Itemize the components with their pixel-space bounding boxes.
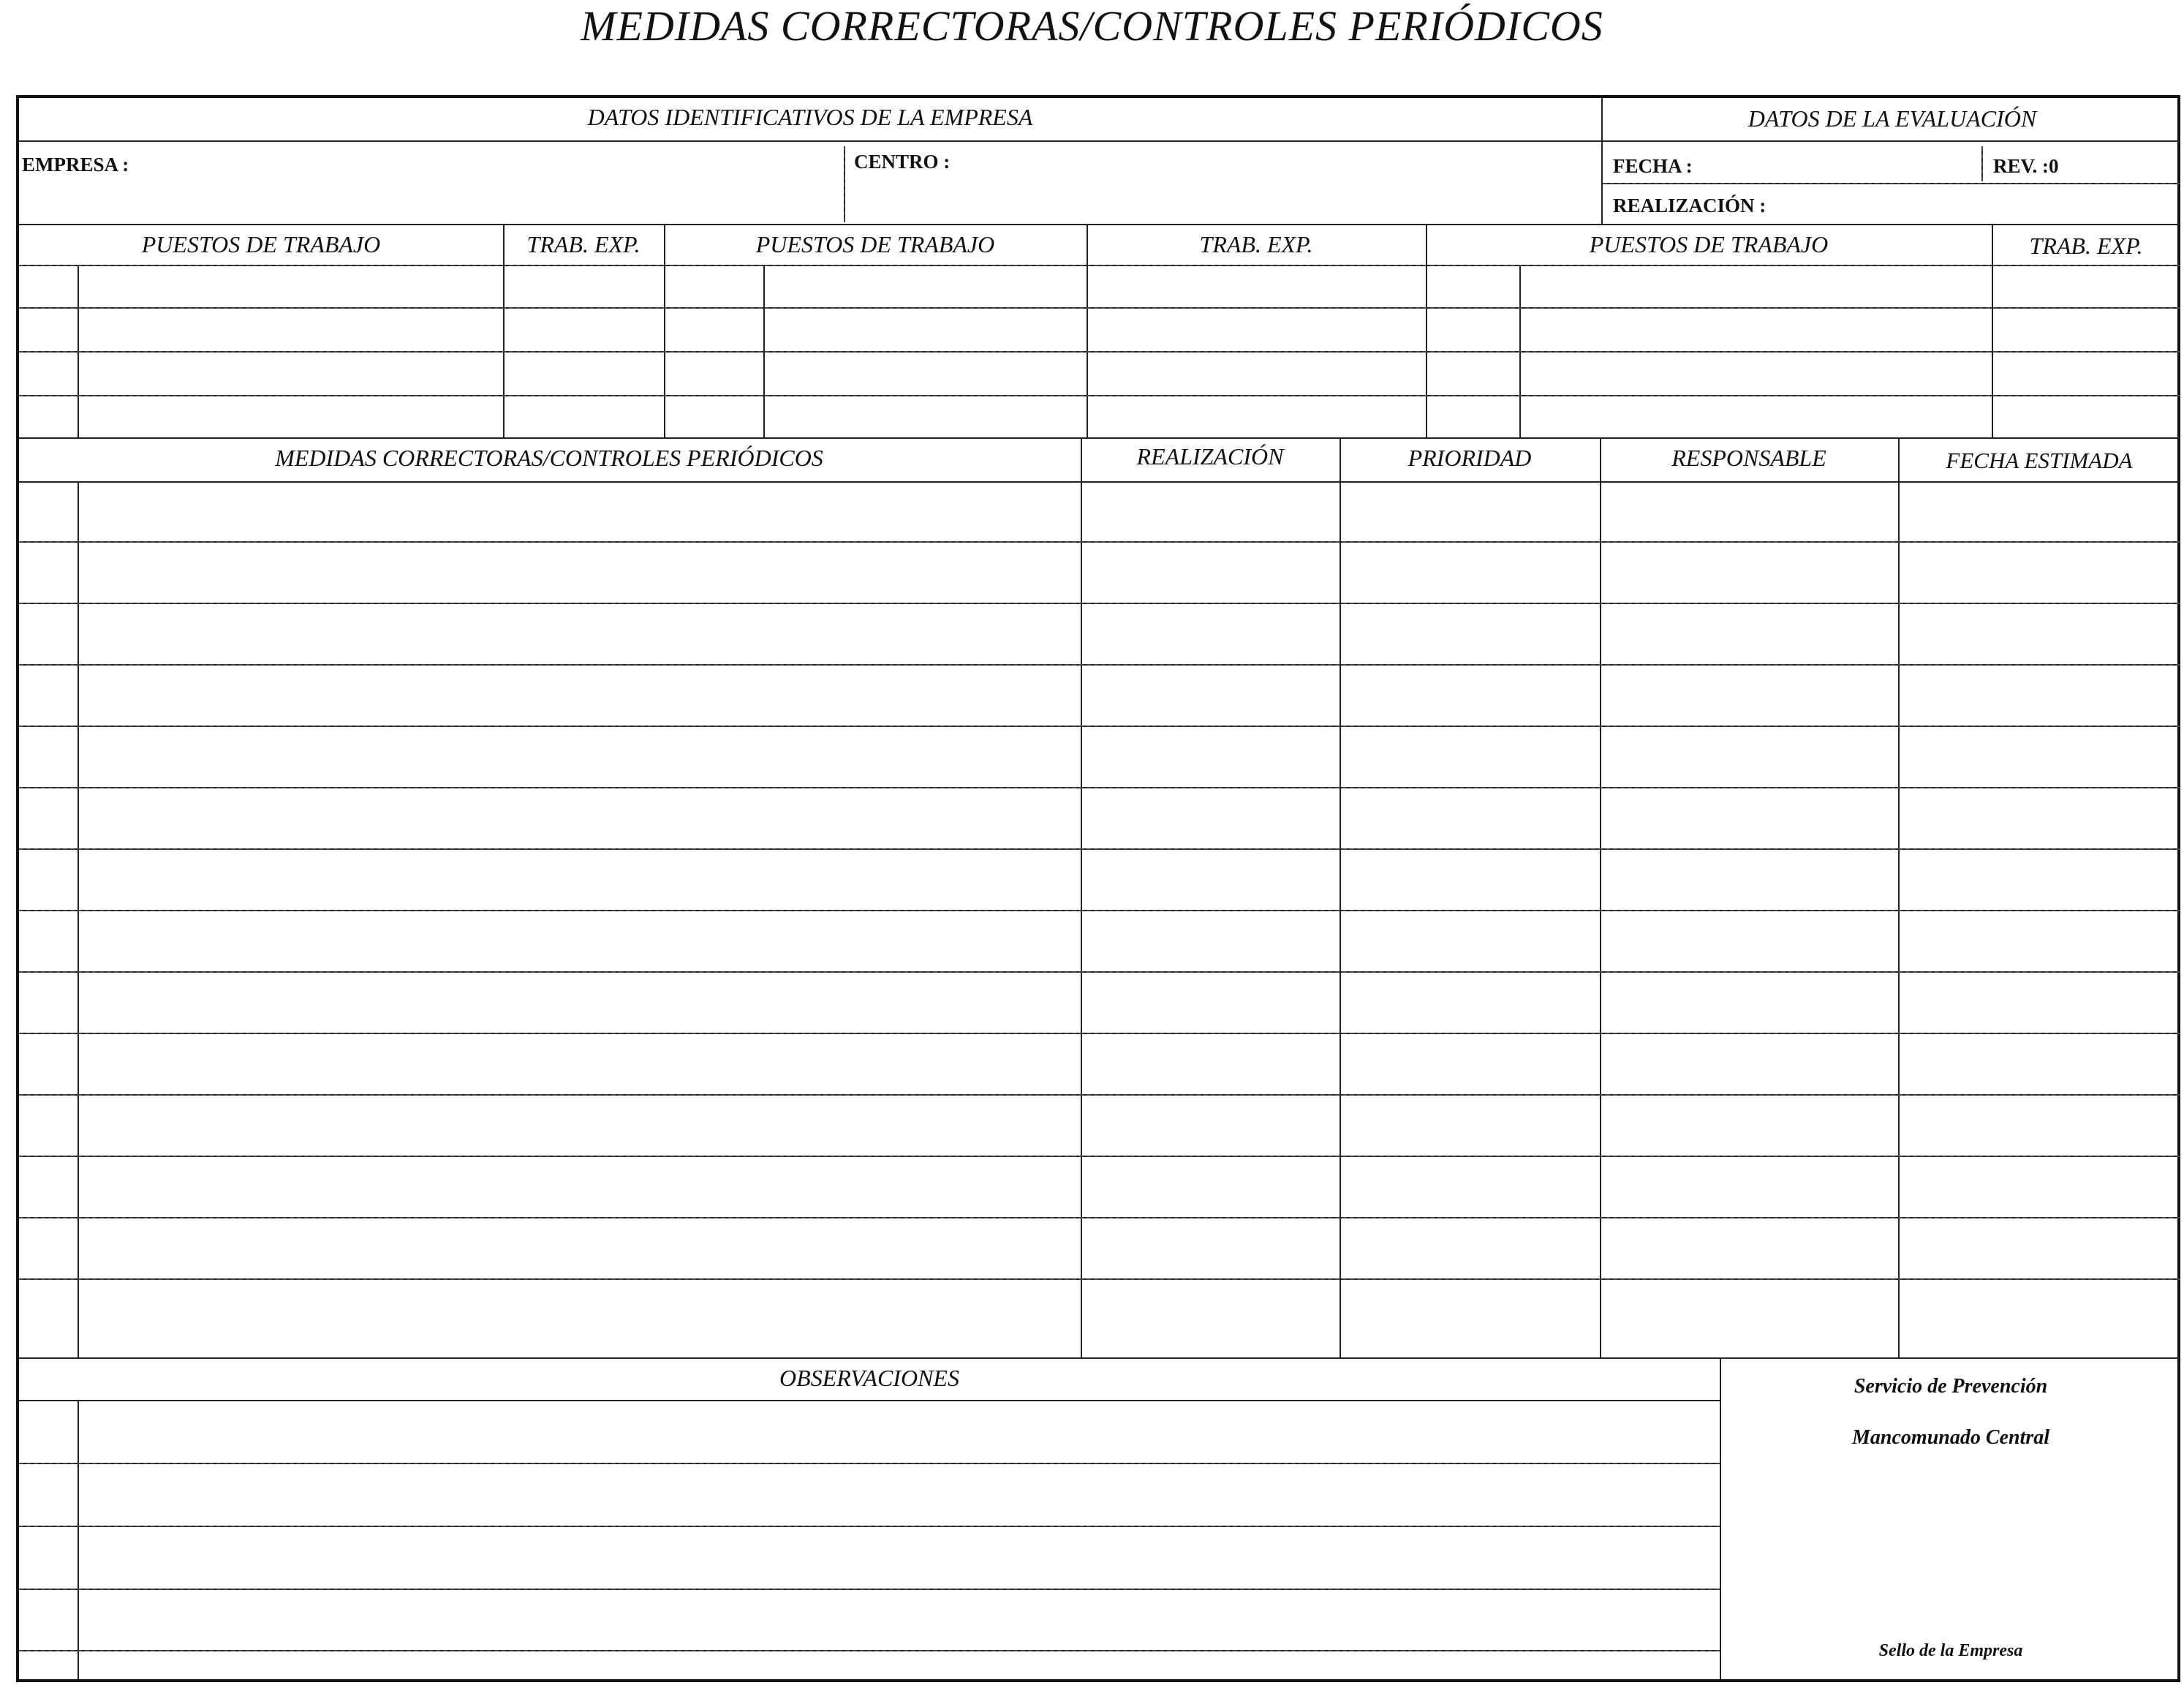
medidas-col-line (1600, 437, 1601, 1357)
medidas-row-line (19, 1033, 2180, 1034)
observaciones-header-rule (19, 1400, 1720, 1401)
puestos-col1: PUESTOS DE TRABAJO (141, 231, 381, 257)
form-grid (16, 95, 2180, 1682)
puestos-row-line (19, 351, 2180, 353)
medidas-row-line (19, 603, 2180, 604)
medidas-row-line (19, 1156, 2180, 1157)
medidas-index-line (78, 483, 79, 1357)
medidas-row-line (19, 971, 2180, 973)
rev-label: REV. :0 (1993, 155, 2059, 177)
medidas-row-line (19, 1278, 2180, 1280)
observaciones-index-line (78, 1401, 79, 1679)
medidas-row-line (19, 1094, 2180, 1096)
realizacion-label: REALIZACIÓN : (1613, 195, 1767, 216)
centro-divider (844, 146, 845, 222)
puestos-row-line (19, 307, 2180, 309)
puestos-top-rule (19, 224, 2180, 225)
observaciones-top-rule (19, 1357, 2180, 1359)
observaciones-row-line (19, 1650, 1720, 1651)
section-datos-evaluacion: DATOS DE LA EVALUACIÓN (1747, 105, 2037, 132)
rev-divider (1981, 146, 1983, 181)
medidas-col-line (1898, 437, 1900, 1357)
trab-exp-col2: TRAB. EXP. (526, 231, 641, 257)
page-title: MEDIDAS CORRECTORAS/CONTROLES PERIÓDICOS (581, 2, 1603, 50)
observaciones-row-line (19, 1463, 1720, 1464)
puestos-header-rule (19, 265, 2180, 266)
responsable-col-title: RESPONSABLE (1671, 445, 1826, 471)
puestos-bottom-rule (19, 437, 2180, 439)
medidas-row-line (19, 664, 2180, 666)
puestos-col-line (1087, 224, 1088, 437)
medidas-header-rule (19, 481, 2180, 483)
empresa-label: EMPRESA : (22, 154, 129, 176)
stamp-line-1: Servicio de Prevención (1854, 1375, 2048, 1398)
medidas-row-line (19, 910, 2180, 911)
header-rule (19, 140, 2180, 142)
medidas-col-title: MEDIDAS CORRECTORAS/CONTROLES PERIÓDICOS (275, 445, 823, 471)
puestos-col-line (664, 224, 665, 437)
medidas-col-line (1081, 437, 1082, 1357)
medidas-col-line (1340, 437, 1341, 1357)
puestos-row-line (19, 395, 2180, 396)
trab-exp-col6: TRAB. EXP. (2029, 233, 2143, 259)
fecha-estimada-col-title: FECHA ESTIMADA (1946, 448, 2133, 473)
puestos-col-line (1426, 224, 1427, 437)
sello-empresa: Sello de la Empresa (1878, 1641, 2023, 1660)
fecha-label: FECHA : (1613, 155, 1693, 177)
medidas-row-line (19, 541, 2180, 543)
stamp-line-2: Mancomunado Central (1852, 1426, 2049, 1449)
fecha-rule (1603, 183, 2180, 184)
puestos-col-line (1992, 224, 1993, 437)
section-datos-empresa: DATOS IDENTIFICATIVOS DE LA EMPRESA (587, 104, 1033, 130)
trab-exp-col4: TRAB. EXP. (1199, 231, 1313, 257)
puestos-col5: PUESTOS DE TRABAJO (1589, 231, 1829, 257)
medidas-row-line (19, 787, 2180, 788)
prioridad-col-title: PRIORIDAD (1407, 445, 1532, 471)
puestos-col3: PUESTOS DE TRABAJO (755, 231, 995, 257)
observaciones-title: OBSERVACIONES (779, 1365, 959, 1391)
medidas-row-line (19, 726, 2180, 727)
puestos-col-line (503, 224, 505, 437)
header-divider (1601, 98, 1603, 224)
observaciones-row-line (19, 1526, 1720, 1527)
medidas-row-line (19, 848, 2180, 850)
centro-label: CENTRO : (854, 151, 951, 173)
observaciones-row-line (19, 1589, 1720, 1590)
stamp-divider (1720, 1357, 1721, 1679)
medidas-row-line (19, 1217, 2180, 1218)
realizacion-col-title: REALIZACIÓN (1136, 443, 1284, 470)
